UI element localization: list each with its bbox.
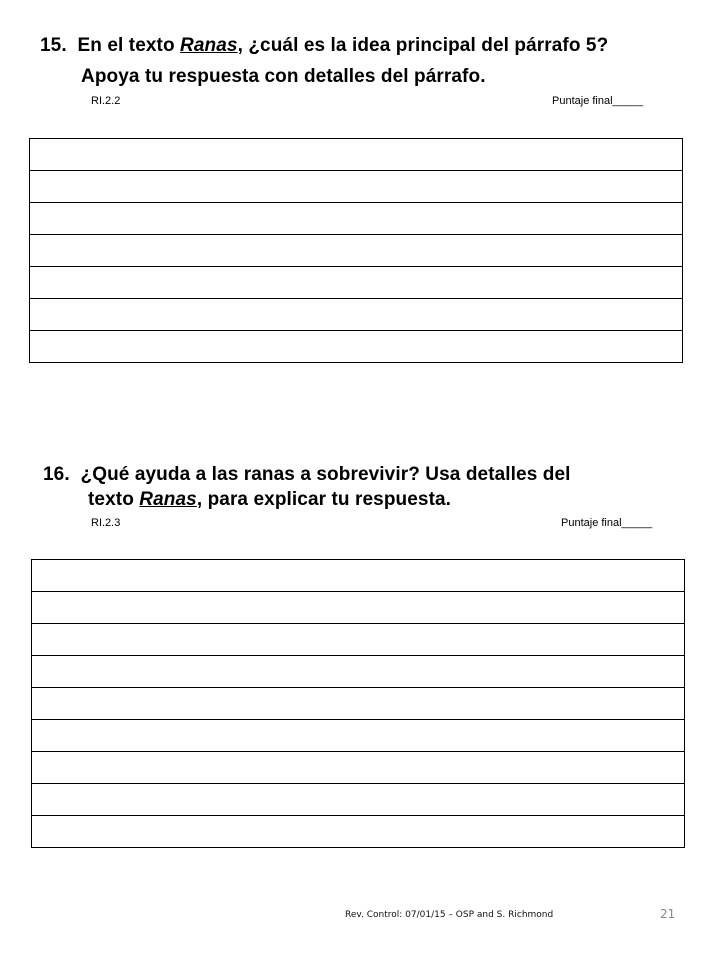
question-16-text-c: , para explicar tu respuesta. [196, 489, 452, 510]
answer-line[interactable] [32, 656, 685, 688]
question-15-title: Ranas [180, 35, 238, 56]
answer-line[interactable] [30, 235, 683, 267]
question-15-line-2 [81, 66, 486, 88]
question-15-line-1 [40, 35, 608, 57]
question-16-score-label: Puntaje final_____ [561, 517, 653, 529]
footer-revision: Rev. Control: 07/01/15 – OSP and S. Richmond [345, 910, 554, 920]
question-16-number: 16. [43, 464, 70, 485]
answer-line[interactable] [32, 784, 685, 816]
answer-line[interactable] [32, 592, 685, 624]
question-15-answer-lines[interactable] [29, 138, 683, 363]
question-15-score-label: Puntaje final_____ [552, 95, 644, 107]
question-16-line-2 [88, 489, 451, 511]
answer-line[interactable] [30, 299, 683, 331]
answer-line[interactable] [32, 752, 685, 784]
answer-line[interactable] [32, 720, 685, 752]
answer-line[interactable] [30, 331, 683, 363]
question-16-line-1 [43, 464, 571, 486]
answer-line[interactable] [30, 139, 683, 171]
answer-line[interactable] [32, 624, 685, 656]
page-number: 21 [660, 907, 676, 921]
question-15-standard: RI.2.2 [91, 95, 121, 107]
question-16-standard: RI.2.3 [91, 517, 121, 529]
question-15-number: 15. [40, 35, 67, 56]
question-16-answer-lines[interactable] [31, 559, 685, 848]
question-15-text-c: Apoya tu respuesta con detalles del párrafo. [81, 66, 486, 87]
answer-line[interactable] [32, 816, 685, 848]
question-16-title: Ranas [139, 489, 197, 510]
answer-line[interactable] [30, 267, 683, 299]
question-15-text-a: En el texto [77, 35, 181, 56]
question-16-text-b: texto [88, 489, 140, 510]
answer-line[interactable] [30, 203, 683, 235]
answer-line[interactable] [32, 560, 685, 592]
answer-line[interactable] [32, 688, 685, 720]
question-15-text-b: , ¿cuál es la idea principal del párrafo 5? [237, 35, 609, 56]
answer-line[interactable] [30, 171, 683, 203]
question-16-text-a: ¿Qué ayuda a las ranas a sobrevivir? Usa detalles del [80, 464, 571, 485]
